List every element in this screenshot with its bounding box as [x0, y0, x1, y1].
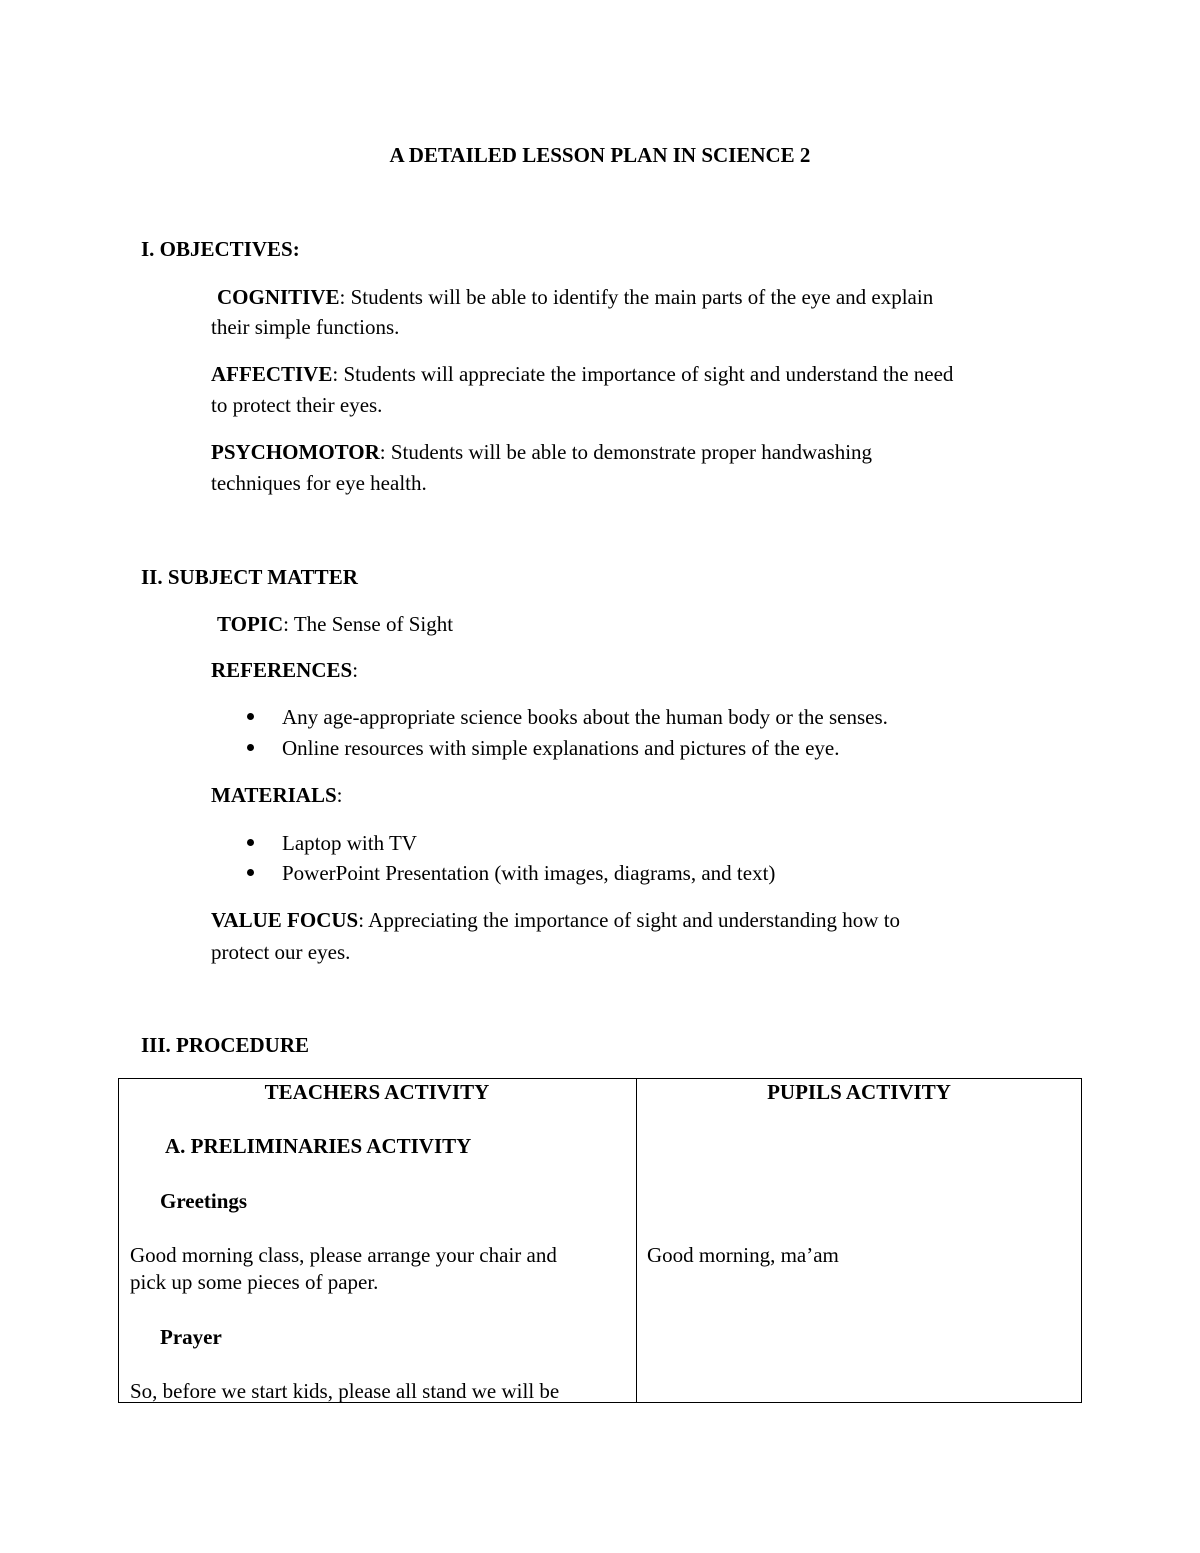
psychomotor-line1	[211, 440, 872, 465]
prayer-heading: Prayer	[160, 1325, 222, 1349]
psychomotor-line2: techniques for eye health.	[211, 471, 427, 495]
teacher-greeting-line2: pick up some pieces of paper.	[130, 1270, 379, 1294]
section-a-heading: A. PRELIMINARIES ACTIVITY	[165, 1134, 472, 1158]
references-line	[211, 658, 358, 683]
bullet-icon	[247, 869, 254, 876]
psychomotor-label: PSYCHOMOTOR	[211, 440, 380, 464]
table-column-divider	[636, 1079, 637, 1402]
pupil-greeting: Good morning, ma’am	[647, 1243, 839, 1267]
bullet-icon	[247, 744, 254, 751]
teacher-column-header: TEACHERS ACTIVITY	[264, 1080, 490, 1104]
cognitive-text: : Students will be able to identify the main parts of the eye and explain	[339, 285, 934, 309]
affective-text: : Students will appreciate the importance of sight and understand the need	[332, 362, 954, 386]
topic-label: TOPIC	[217, 612, 284, 636]
affective-label: AFFECTIVE	[211, 362, 333, 386]
cognitive-label: COGNITIVE	[217, 285, 340, 309]
material-item: PowerPoint Presentation (with images, diagrams, and text)	[282, 861, 776, 885]
greetings-heading: Greetings	[160, 1189, 248, 1213]
materials-line	[211, 783, 342, 808]
affective-line2: to protect their eyes.	[211, 393, 383, 417]
affective-line1	[211, 362, 953, 387]
cognitive-line1	[217, 285, 933, 310]
material-item: Laptop with TV	[282, 831, 417, 855]
procedure-table	[118, 1078, 1082, 1403]
objectives-heading: I. OBJECTIVES:	[141, 237, 300, 261]
subject-matter-heading: II. SUBJECT MATTER	[141, 565, 358, 589]
teacher-prayer-line1: So, before we start kids, please all stand we will be	[130, 1379, 560, 1403]
materials-colon: :	[336, 783, 343, 807]
value-focus-text: : Appreciating the importance of sight and understanding how to	[358, 908, 901, 932]
page-title: A DETAILED LESSON PLAN IN SCIENCE 2	[389, 143, 811, 167]
topic-value: : The Sense of Sight	[283, 612, 454, 636]
procedure-heading: III. PROCEDURE	[141, 1033, 310, 1057]
bullet-icon	[247, 713, 254, 720]
reference-item: Online resources with simple explanations and pictures of the eye.	[282, 736, 840, 760]
pupil-column-header: PUPILS ACTIVITY	[767, 1080, 951, 1104]
bullet-icon	[247, 839, 254, 846]
value-focus-label: VALUE FOCUS	[211, 908, 359, 932]
references-label: REFERENCES	[211, 658, 353, 682]
cognitive-line2: their simple functions.	[211, 315, 400, 339]
materials-label: MATERIALS	[211, 783, 337, 807]
value-focus-line2: protect our eyes.	[211, 940, 351, 964]
topic-line	[217, 612, 453, 637]
value-focus-line1	[211, 908, 900, 933]
psychomotor-text: : Students will be able to demonstrate proper handwashing	[379, 440, 873, 464]
references-colon: :	[352, 658, 359, 682]
teacher-greeting-line1: Good morning class, please arrange your chair and	[130, 1243, 557, 1267]
reference-item: Any age-appropriate science books about the human body or the senses.	[282, 705, 888, 729]
